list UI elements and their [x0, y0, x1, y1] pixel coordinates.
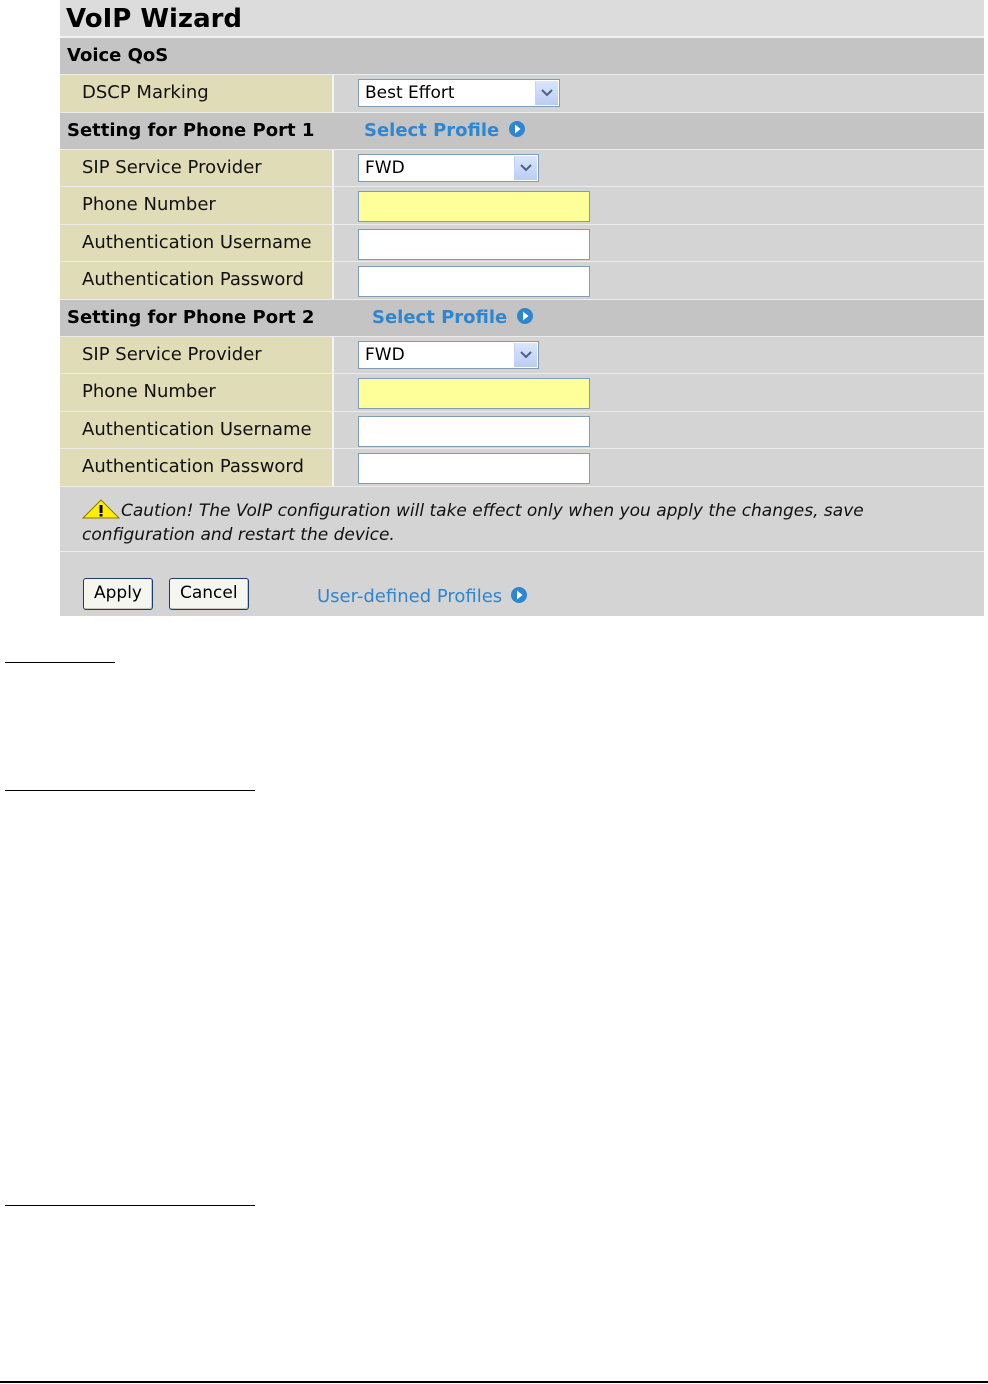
circle-arrow-right-icon — [510, 586, 528, 604]
dscp-marking-label: DSCP Marking — [60, 75, 334, 112]
select-profile-link-port-1[interactable] — [364, 113, 526, 149]
caution-message — [60, 487, 984, 552]
chevron-down-icon[interactable] — [514, 156, 537, 180]
phone-number-input-port-1[interactable] — [358, 191, 590, 222]
dscp-marking-value: Best Effort — [365, 83, 455, 103]
phone-number-row-port-2 — [60, 374, 984, 412]
select-profile-label: Select Profile — [364, 119, 500, 141]
auth-password-input-port-1[interactable] — [358, 266, 590, 297]
auth-password-input-port-2[interactable] — [358, 453, 590, 484]
section-phone-port-2 — [60, 300, 984, 337]
auth-password-row-port-1 — [60, 262, 984, 300]
page-bottom-rule — [0, 1381, 988, 1383]
section-heading: Voice QoS — [67, 45, 169, 66]
auth-username-row-port-2 — [60, 412, 984, 450]
apply-button[interactable]: Apply — [83, 578, 153, 610]
chevron-down-icon[interactable] — [514, 343, 537, 367]
dscp-marking-select[interactable] — [358, 79, 560, 107]
circle-arrow-right-icon — [516, 307, 534, 325]
user-defined-profiles-label: User-defined Profiles — [317, 585, 503, 607]
section-heading: Setting for Phone Port 1 — [67, 119, 315, 141]
section-heading: Setting for Phone Port 2 — [67, 306, 315, 328]
document-rule — [5, 662, 115, 663]
auth-username-label: Authentication Username — [60, 225, 334, 262]
sip-provider-value: FWD — [365, 344, 405, 365]
page-title: VoIP Wizard — [60, 0, 984, 38]
sip-provider-row-port-1 — [60, 150, 984, 188]
auth-password-row-port-2 — [60, 449, 984, 487]
auth-password-label: Authentication Password — [60, 262, 334, 299]
auth-username-label: Authentication Username — [60, 412, 334, 449]
phone-number-input-port-2[interactable] — [358, 378, 590, 409]
auth-username-input-port-1[interactable] — [358, 229, 590, 260]
caution-text: Caution! The VoIP configuration will take effect only when you apply the changes, save configuration and restart the device. — [82, 500, 864, 545]
user-defined-profiles-link[interactable] — [317, 586, 528, 607]
sip-provider-select-port-1[interactable] — [358, 154, 539, 182]
document-rule — [5, 790, 255, 791]
document-rule — [5, 1205, 255, 1206]
section-voice-qos — [60, 38, 984, 75]
sip-provider-row-port-2 — [60, 337, 984, 375]
auth-username-row-port-1 — [60, 225, 984, 263]
circle-arrow-right-icon — [508, 120, 526, 138]
sip-provider-label: SIP Service Provider — [60, 150, 334, 187]
warning-icon — [82, 499, 120, 519]
phone-number-row-port-1 — [60, 187, 984, 225]
dscp-marking-row — [60, 75, 984, 113]
section-phone-port-1 — [60, 113, 984, 150]
chevron-down-icon[interactable] — [535, 81, 558, 105]
voip-wizard-panel — [60, 0, 984, 616]
sip-provider-select-port-2[interactable] — [358, 341, 539, 369]
select-profile-label: Select Profile — [372, 306, 508, 328]
sip-provider-value: FWD — [365, 157, 405, 178]
phone-number-label: Phone Number — [60, 374, 334, 411]
phone-number-label: Phone Number — [60, 187, 334, 224]
action-bar — [60, 552, 984, 616]
auth-password-label: Authentication Password — [60, 449, 334, 486]
auth-username-input-port-2[interactable] — [358, 416, 590, 447]
sip-provider-label: SIP Service Provider — [60, 337, 334, 374]
cancel-button[interactable]: Cancel — [169, 578, 249, 610]
select-profile-link-port-2[interactable] — [372, 300, 534, 336]
